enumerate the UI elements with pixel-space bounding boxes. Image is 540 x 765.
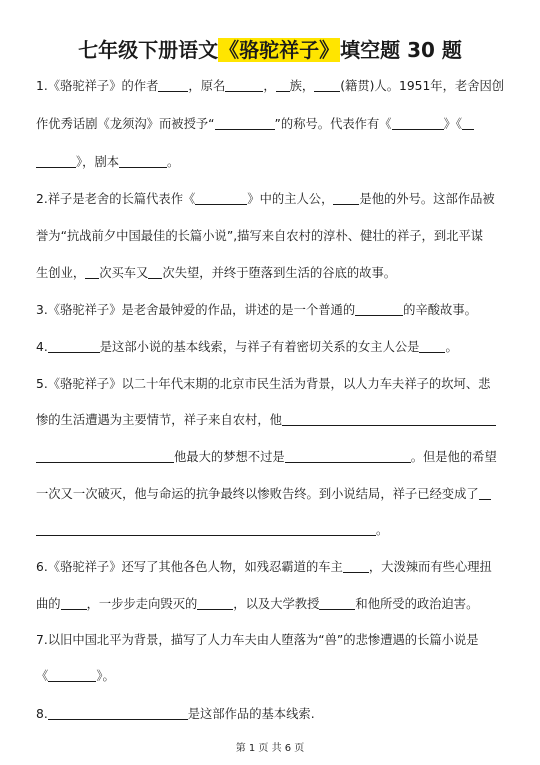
question-5-line-3 [36, 447, 506, 467]
question-5-line-2 [36, 410, 506, 430]
text-segment: 7.以旧中国北平为背景，描写了人力车夫由人堕落为“兽”的悲惨遭遇的长篇小说是 [36, 633, 479, 647]
answer-blank[interactable] [48, 669, 96, 682]
text-segment: 》中的主人公， [247, 192, 334, 206]
text-segment: 《 [36, 669, 49, 683]
text-segment: 3.《骆驼祥子》是老舍最钟爱的作品，讲述的是一个普通的 [36, 303, 356, 317]
text-segment: 誉为“抗战前夕中国最佳的长篇小说”,描写来自农村的淳朴、健壮的祥子，到北平谋 [36, 229, 484, 243]
title-prefix: 七年级下册语文 [78, 38, 219, 62]
page-footer: 第 1 页 共 6 页 [235, 743, 305, 754]
text-segment: ，以及大学教授 [233, 597, 320, 611]
text-segment: 2.祥子是老舍的长篇代表作《 [36, 192, 196, 206]
question-7-line-2 [36, 666, 506, 686]
text-segment: 曲的 [36, 597, 61, 611]
question-5-line-4 [36, 484, 506, 504]
text-segment: 生创业， [36, 266, 86, 280]
answer-blank[interactable] [343, 560, 369, 573]
text-segment: 一次又一次破灭，他与命运的抗争最终以惨败告终。到小说结局，祥子已经变成了 [36, 487, 479, 501]
text-segment: 他最大的梦想不过是 [174, 450, 285, 464]
answer-blank[interactable] [225, 79, 263, 92]
text-segment: ，一步步走向毁灭的 [86, 597, 198, 611]
answer-blank[interactable] [215, 117, 275, 130]
text-segment: 的辛酸故事。 [403, 303, 477, 317]
question-8-line-1 [36, 704, 506, 724]
question-6-line-2 [36, 594, 506, 614]
question-1-line-1 [36, 76, 506, 96]
text-segment: 4. [36, 340, 48, 354]
title-suffix: 填空题 30 题 [340, 38, 462, 62]
text-segment: 和他所受的政治迫害。 [355, 597, 479, 611]
title-highlight: 《骆驼祥子》 [219, 38, 340, 62]
question-1-line-2 [36, 114, 506, 134]
answer-blank[interactable] [148, 266, 162, 279]
text-segment: ，大泼辣而有些心理扭 [368, 560, 492, 574]
answer-blank[interactable] [392, 117, 444, 130]
text-segment: 8. [36, 707, 48, 721]
text-segment: 是他的外号。这部作品被 [359, 192, 495, 206]
answer-blank[interactable] [36, 523, 376, 536]
answer-blank[interactable] [61, 597, 87, 610]
answer-blank[interactable] [36, 450, 174, 463]
answer-blank[interactable] [158, 79, 188, 92]
question-2-line-2 [36, 226, 506, 246]
text-segment: 》。 [96, 669, 115, 683]
text-segment: 5.《骆驼祥子》以二十年代末期的北京市民生活为背景，以人力车夫祥子的坎坷、悲 [36, 377, 491, 391]
text-segment: 作优秀话剧《龙须沟》而被授予“ [36, 117, 215, 131]
question-3-line-1 [36, 300, 506, 320]
question-7-line-1 [36, 630, 506, 650]
answer-blank[interactable] [285, 450, 411, 463]
text-segment: ， [263, 79, 276, 93]
text-segment: 次失望，并终于堕落到生活的谷底的故事。 [162, 266, 397, 280]
answer-blank[interactable] [197, 597, 233, 610]
text-segment: 。 [167, 155, 180, 169]
answer-blank[interactable] [479, 487, 491, 500]
question-4-line-1 [36, 337, 506, 357]
text-segment: ，原名 [188, 79, 226, 93]
text-segment: 惨的生活遭遇为主要情节，祥子来自农村，他 [36, 413, 282, 427]
text-segment: 》，剧本 [76, 155, 120, 169]
text-segment: 1.《骆驼祥子》的作者 [36, 79, 159, 93]
answer-blank[interactable] [276, 79, 290, 92]
answer-blank[interactable] [419, 340, 445, 353]
question-5-line-5 [36, 520, 506, 540]
answer-blank[interactable] [195, 192, 247, 205]
question-6-line-1 [36, 557, 506, 577]
text-segment: 6.《骆驼祥子》还写了其他各色人物，如残忍霸道的车主 [36, 560, 343, 574]
question-5-line-1 [36, 374, 506, 394]
answer-blank[interactable] [48, 340, 100, 353]
answer-blank[interactable] [333, 192, 359, 205]
answer-blank[interactable] [462, 117, 474, 130]
text-segment: 。 [376, 523, 389, 537]
text-segment: 族， [289, 79, 315, 93]
text-segment: 是这部作品的基本线索. [187, 707, 315, 721]
text-segment: 次买车又 [99, 266, 149, 280]
answer-blank[interactable] [282, 413, 496, 426]
page-title [0, 34, 540, 63]
question-2-line-3 [36, 263, 506, 283]
text-segment: (籍贯)人。1951年，老舍因创 [340, 79, 505, 93]
answer-blank[interactable] [319, 597, 355, 610]
answer-blank[interactable] [119, 155, 167, 168]
question-2-line-1 [36, 189, 506, 209]
answer-blank[interactable] [36, 155, 76, 168]
answer-blank[interactable] [314, 79, 340, 92]
text-segment: 。 [445, 340, 458, 354]
answer-blank[interactable] [355, 303, 403, 316]
text-segment: 》《 [443, 117, 463, 131]
text-segment: 。但是他的希望 [410, 450, 497, 464]
question-1-line-3 [36, 152, 506, 172]
text-segment: ”的称号。代表作有《 [274, 117, 392, 131]
answer-blank[interactable] [48, 707, 188, 720]
answer-blank[interactable] [85, 266, 99, 279]
text-segment: 是这部小说的基本线索，与祥子有着密切关系的女主人公是 [99, 340, 420, 354]
